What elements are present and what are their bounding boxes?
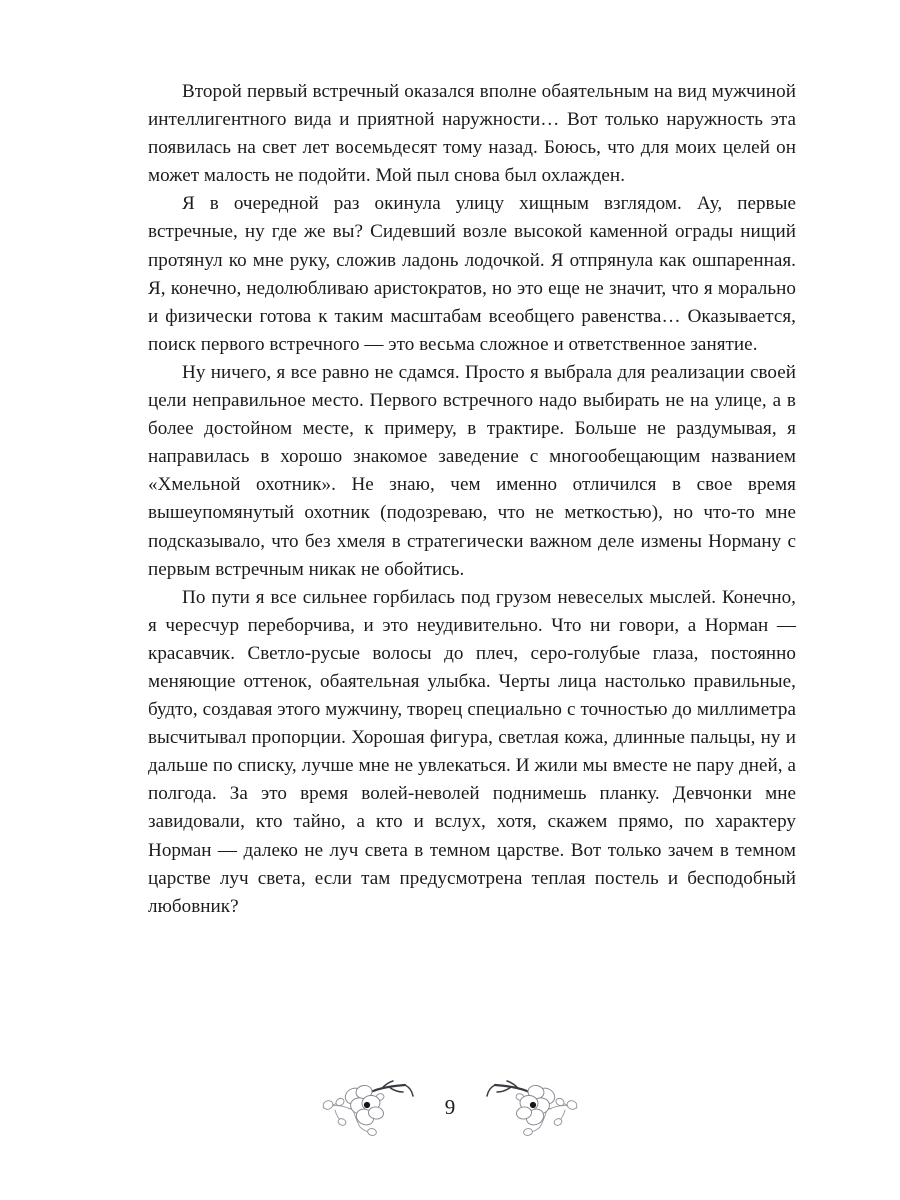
- ornament-right: [485, 1076, 581, 1140]
- paragraph: По пути я все сильнее горбилась под грузом невеселых мыслей. Конечно, я чересчур переборчива, и это неудивительно. Что ни говори, а Норман — красавчик. Светло-русые волосы до плеч, серо-голубые глаза, постоянно меняющие оттенок, обаятельная улыбка. Черты лица настолько правильные, будто, создавая этого мужчину, творец специально с точностью до миллиметра высчитывал пропорции. Хорошая фигура, светлая кожа, длинные пальцы, ну и дальше по списку, лучше мне не увлекаться. И жили мы вместе не пару дней, а полгода. За это время волей-неволей поднимешь планку. Девчонки мне завидовали, кто тайно, а кто и вслух, хотя, скажем прямо, по характеру Норман — далеко не луч света в темном царстве. Вот только зачем в темном царстве луч света, если там предусмотрена теплая постель и бесподобный любовник?: [148, 586, 796, 917]
- floral-branch-icon: [485, 1076, 581, 1140]
- paragraph: Второй первый встречный оказался вполне обаятельным на вид мужчиной интеллигентного вида и приятной наружности… Вот только наружность эта появилась на свет лет восемьдесят тому назад. Боюсь, что для моих целей он может малость не подойти. Мой пыл снова был охлажден.: [148, 81, 796, 187]
- floral-branch-icon: [319, 1076, 415, 1140]
- page-number: 9: [444, 1094, 456, 1119]
- paragraph: Ну ничего, я все равно не сдамся. Просто я выбрала для реализации своей цели неправильное место. Первого встречного надо выбирать не на улице, а в более достойном месте, к примеру, в трактире. Больше не раздумывая, я направилась в хорошо знакомое заведение с многообещающим названием «Хмельной охотник». Не знаю, чем именно отличился в свое время вышеупомянутый охотник (подозреваю, что не меткостью), но что-то мне подсказывало, что без хмеля в стратегически важном деле измены Норману с первым встречным никак не обойтись.: [148, 361, 796, 580]
- page-text-block: [148, 78, 796, 921]
- page-footer: [0, 1072, 900, 1144]
- paragraph: Я в очередной раз окинула улицу хищным взглядом. Ау, первые встречные, ну где же вы? Сидевший возле высокой каменной ограды нищий протянул ко мне руку, сложив ладонь лодочкой. Я отпрянула как ошпаренная. Я, конечно, недолюбливаю аристократов, но это еще не значит, что я морально и физически готова к таким масштабам всеобщего равенства… Оказывается, поиск первого встречного — это весьма сложное и ответственное занятие.: [148, 193, 796, 355]
- ornament-left: [319, 1076, 415, 1140]
